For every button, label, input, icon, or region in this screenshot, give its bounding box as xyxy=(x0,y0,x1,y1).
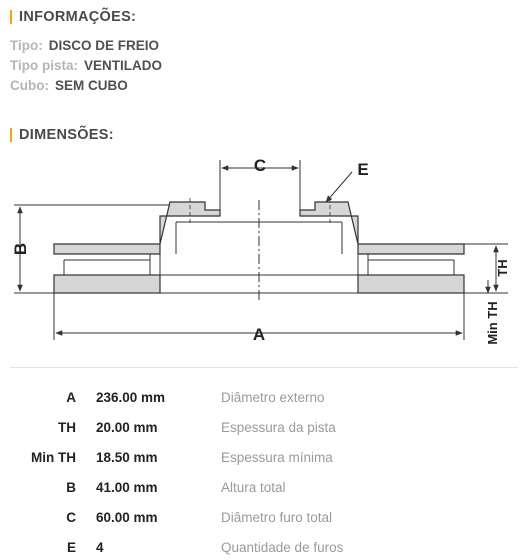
spec-desc: Diâmetro externo xyxy=(221,390,325,405)
dimensions-title-text: DIMENSÕES: xyxy=(19,127,114,143)
spec-row xyxy=(0,510,528,530)
dim-e-label: E xyxy=(357,160,369,179)
info-key: Tipo pista: xyxy=(10,58,79,73)
spec-value: 41.00 mm xyxy=(96,480,158,495)
dim-c-label: C xyxy=(253,156,267,175)
spec-value: 236.00 mm xyxy=(96,390,166,405)
info-row-tipo-pista xyxy=(10,58,162,73)
info-section-title xyxy=(10,9,136,25)
spec-code: E xyxy=(66,540,76,555)
spec-desc: Altura total xyxy=(221,480,286,495)
spec-desc: Diâmetro furo total xyxy=(221,510,333,525)
spec-value: 20.00 mm xyxy=(96,420,158,435)
dim-min-th-label: Min TH xyxy=(485,301,500,345)
spec-row xyxy=(0,480,528,500)
info-value: VENTILADO xyxy=(84,58,163,73)
spec-row xyxy=(0,390,528,410)
dim-a-label: A xyxy=(252,325,266,344)
spec-code: TH xyxy=(58,420,76,435)
dim-th-label: TH xyxy=(495,259,510,277)
spec-code: C xyxy=(66,510,76,525)
spec-row xyxy=(0,540,528,560)
disc-left-lower xyxy=(54,275,160,293)
dim-b-label: B xyxy=(11,242,30,256)
accent-bar xyxy=(10,10,12,24)
brake-disc-diagram xyxy=(0,140,528,370)
spec-row xyxy=(0,450,528,470)
info-value: DISCO DE FREIO xyxy=(48,38,160,53)
disc-right-lower xyxy=(358,275,464,293)
spec-code: B xyxy=(66,480,76,495)
info-key: Tipo: xyxy=(10,38,43,53)
spec-desc: Espessura da pista xyxy=(221,420,336,435)
info-row-cubo xyxy=(10,78,128,93)
spec-row xyxy=(0,420,528,440)
divider xyxy=(10,367,518,368)
disc-left-upper xyxy=(54,202,220,254)
info-row-tipo xyxy=(10,38,159,53)
spec-code: Min TH xyxy=(31,450,76,465)
info-title-text: INFORMAÇÕES: xyxy=(19,9,137,25)
spec-value: 60.00 mm xyxy=(96,510,158,525)
spec-code: A xyxy=(66,390,76,405)
spec-desc: Espessura mínima xyxy=(221,450,333,465)
disc-right-upper xyxy=(300,202,464,254)
spec-desc: Quantidade de furos xyxy=(221,540,344,555)
dim-e xyxy=(326,172,352,202)
spec-value: 18.50 mm xyxy=(96,450,158,465)
info-value: SEM CUBO xyxy=(54,78,128,93)
info-key: Cubo: xyxy=(10,78,49,93)
spec-value: 4 xyxy=(96,540,104,555)
